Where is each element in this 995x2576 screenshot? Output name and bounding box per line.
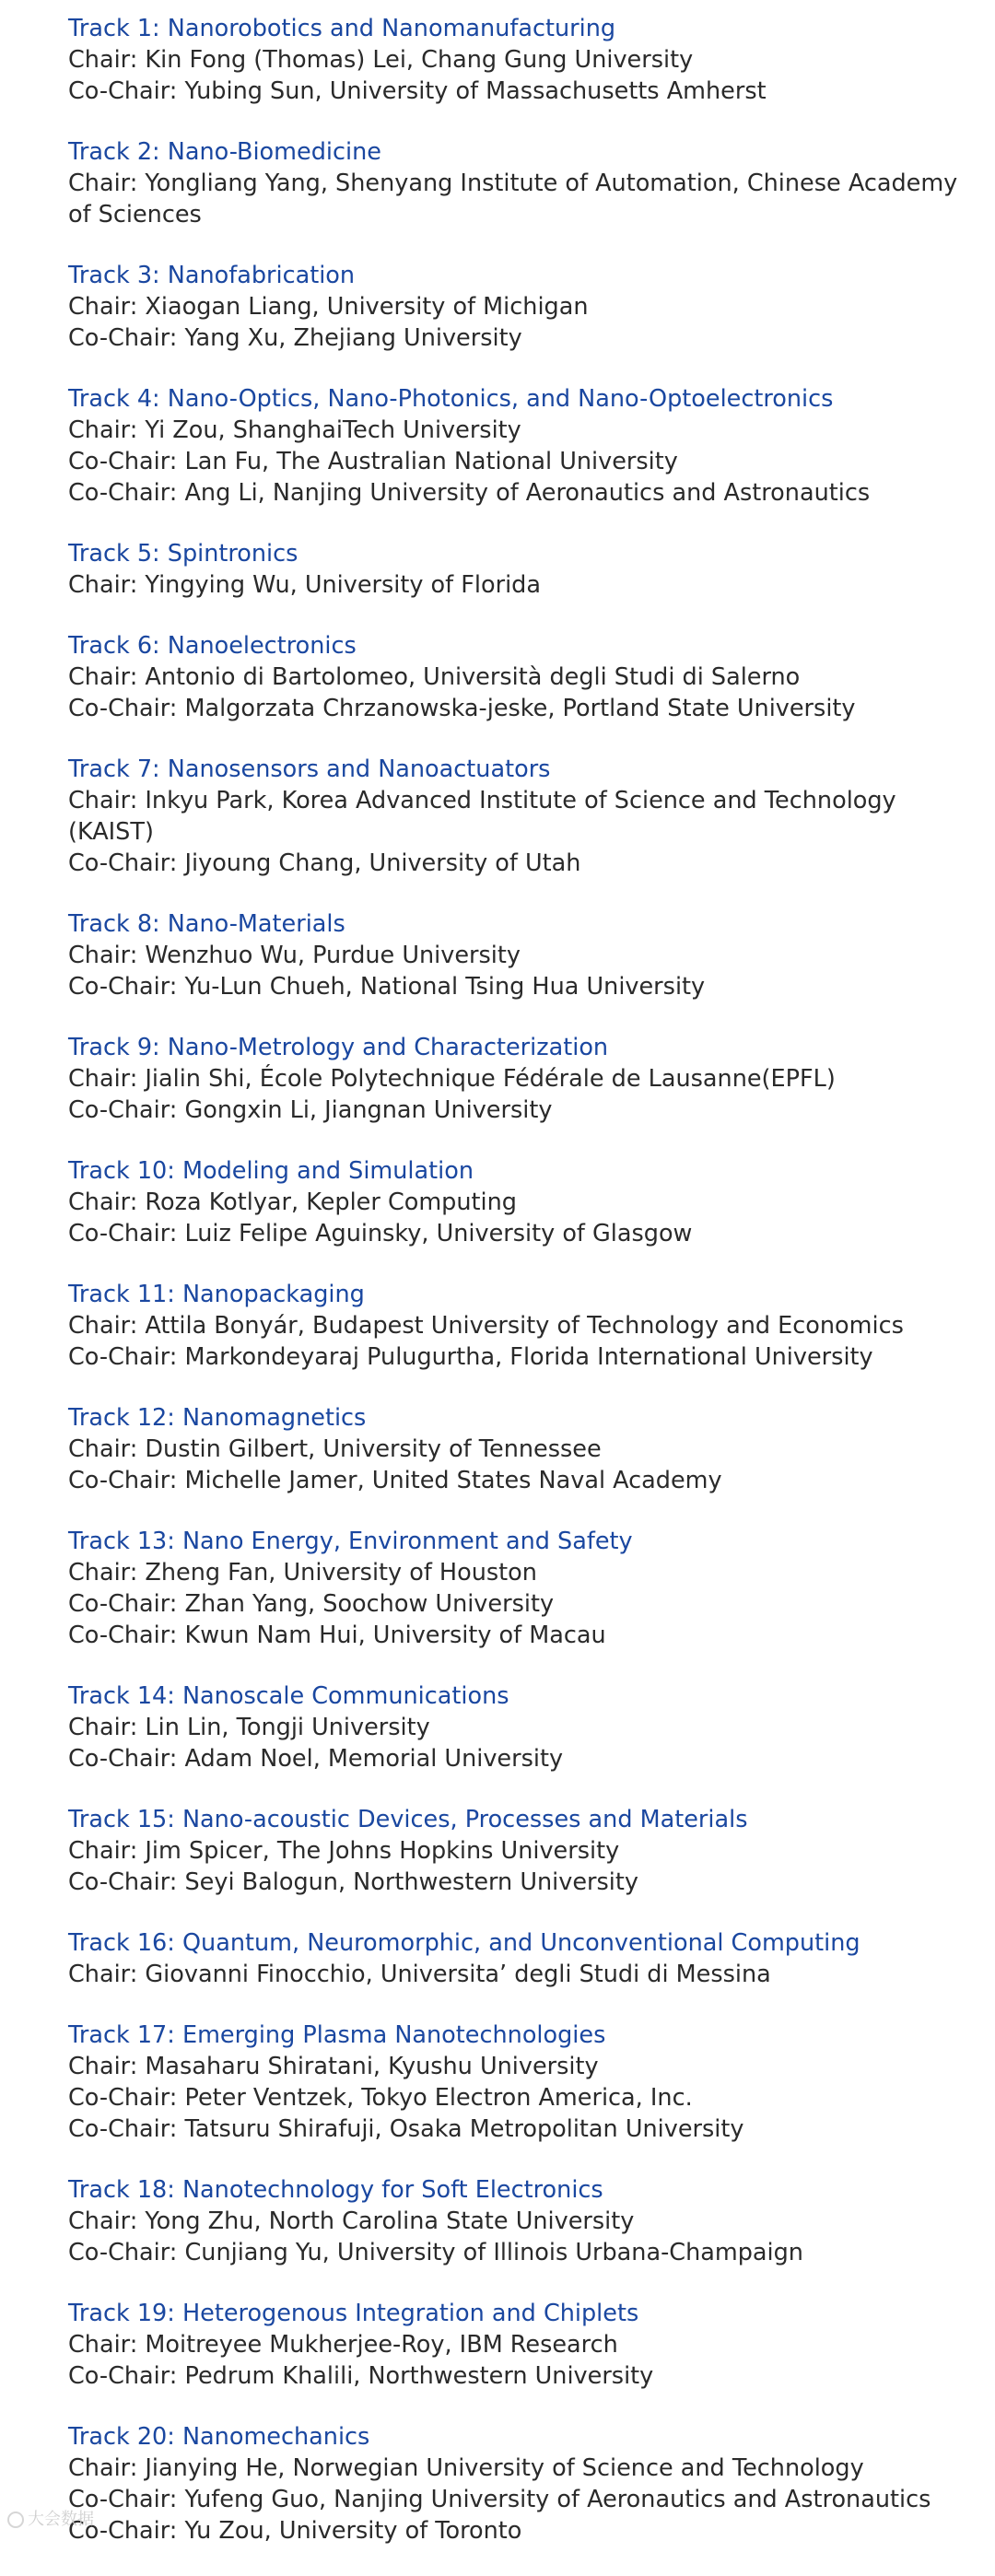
co-chair-line: Co-Chair: Yang Xu, Zhejiang University xyxy=(68,324,522,352)
track-block xyxy=(68,630,980,724)
co-chair-line: Co-Chair: Michelle Jamer, United States Naval Academy xyxy=(68,1467,722,1494)
track-block xyxy=(68,908,980,1002)
co-chair-line: Co-Chair: Ang Li, Nanjing University of Aeronautics and Astronautics xyxy=(68,479,871,507)
co-chair-line: Co-Chair: Malgorzata Chrzanowska-jeske, Portland State University xyxy=(68,695,856,722)
track-block xyxy=(68,2020,980,2145)
track-title: Track 9: Nano-Metrology and Characterization xyxy=(68,1034,609,1061)
co-chair-line: Co-Chair: Yubing Sun, University of Massachusetts Amherst xyxy=(68,77,767,105)
track-title: Track 8: Nano-Materials xyxy=(68,910,345,938)
track-title: Track 12: Nanomagnetics xyxy=(68,1404,367,1432)
track-title: Track 17: Emerging Plasma Nanotechnologies xyxy=(68,2021,606,2049)
chair-line: Chair: Jianying He, Norwegian University of Science and Technology xyxy=(68,2454,864,2482)
track-title: Track 19: Heterogenous Integration and Chiplets xyxy=(68,2300,639,2327)
chair-line: Chair: Moitreyee Mukherjee-Roy, IBM Research xyxy=(68,2331,618,2359)
chair-line: Chair: Masaharu Shiratani, Kyushu University xyxy=(68,2053,599,2080)
track-block xyxy=(68,2298,980,2392)
track-title: Track 6: Nanoelectronics xyxy=(68,632,357,660)
co-chair-line: Co-Chair: Adam Noel, Memorial University xyxy=(68,1745,564,1773)
track-title: Track 20: Nanomechanics xyxy=(68,2423,370,2451)
chair-line: Chair: Wenzhuo Wu, Purdue University xyxy=(68,942,521,969)
track-title: Track 3: Nanofabrication xyxy=(68,262,356,289)
chair-line: Chair: Antonio di Bartolomeo, Università degli Studi di Salerno xyxy=(68,663,801,691)
chair-line: Chair: Jialin Shi, École Polytechnique Fédérale de Lausanne(EPFL) xyxy=(68,1065,836,1093)
track-title: Track 7: Nanosensors and Nanoactuators xyxy=(68,755,551,783)
track-block xyxy=(68,1402,980,1496)
watermark xyxy=(7,2509,94,2531)
co-chair-line: Co-Chair: Gongxin Li, Jiangnan University xyxy=(68,1096,553,1124)
chair-line: Chair: Yong Zhu, North Carolina State University xyxy=(68,2207,635,2235)
co-chair-line: Co-Chair: Lan Fu, The Australian National University xyxy=(68,448,678,475)
track-title: Track 14: Nanoscale Communications xyxy=(68,1682,509,1710)
track-block xyxy=(68,754,980,879)
track-title: Track 13: Nano Energy, Environment and Safety xyxy=(68,1528,633,1555)
chair-line: Chair: Roza Kotlyar, Kepler Computing xyxy=(68,1188,517,1216)
track-list xyxy=(68,13,980,2576)
track-block xyxy=(68,1804,980,1898)
chair-line: Chair: Yongliang Yang, Shenyang Institute of Automation, Chinese Academy of Sciences xyxy=(68,170,958,228)
track-block xyxy=(68,1526,980,1651)
track-block xyxy=(68,2174,980,2268)
track-title: Track 16: Quantum, Neuromorphic, and Unconventional Computing xyxy=(68,1929,860,1957)
chair-line: Chair: Yingying Wu, University of Florida xyxy=(68,571,541,599)
co-chair-line: Co-Chair: Zhan Yang, Soochow University xyxy=(68,1590,555,1618)
chair-line: Chair: Inkyu Park, Korea Advanced Institute of Science and Technology (KAIST) xyxy=(68,787,896,846)
co-chair-line: Co-Chair: Luiz Felipe Aguinsky, University of Glasgow xyxy=(68,1220,693,1247)
chair-line: Chair: Jim Spicer, The Johns Hopkins University xyxy=(68,1837,620,1865)
chair-line: Chair: Dustin Gilbert, University of Tennessee xyxy=(68,1435,602,1463)
track-title: Track 10: Modeling and Simulation xyxy=(68,1157,474,1185)
co-chair-line: Co-Chair: Yu-Lun Chueh, National Tsing Hua University xyxy=(68,973,706,1001)
co-chair-line: Co-Chair: Kwun Nam Hui, University of Macau xyxy=(68,1622,606,1649)
co-chair-line: Co-Chair: Jiyoung Chang, University of Utah xyxy=(68,849,581,877)
track-title: Track 2: Nano-Biomedicine xyxy=(68,138,381,166)
track-block xyxy=(68,13,980,107)
chair-line: Chair: Xiaogan Liang, University of Michigan xyxy=(68,293,589,321)
chair-line: Chair: Yi Zou, ShanghaiTech University xyxy=(68,416,521,444)
track-block xyxy=(68,1680,980,1774)
track-block xyxy=(68,538,980,601)
co-chair-line: Co-Chair: Yufeng Guo, Nanjing University of Aeronautics and Astronautics xyxy=(68,2486,931,2513)
track-block xyxy=(68,2421,980,2547)
track-title: Track 15: Nano-acoustic Devices, Processes and Materials xyxy=(68,1806,748,1833)
track-title: Track 18: Nanotechnology for Soft Electronics xyxy=(68,2176,603,2204)
chair-line: Chair: Attila Bonyár, Budapest University of Technology and Economics xyxy=(68,1312,904,1340)
chair-line: Chair: Zheng Fan, University of Houston xyxy=(68,1559,537,1587)
track-block xyxy=(68,1279,980,1373)
track-title: Track 11: Nanopackaging xyxy=(68,1281,365,1308)
co-chair-line: Co-Chair: Peter Ventzek, Tokyo Electron America, Inc. xyxy=(68,2084,693,2112)
co-chair-line: Co-Chair: Cunjiang Yu, University of Illinois Urbana-Champaign xyxy=(68,2239,803,2266)
track-block xyxy=(68,260,980,354)
track-title: Track 1: Nanorobotics and Nanomanufacturing xyxy=(68,15,616,42)
watermark-text: 大会数据 xyxy=(28,2510,94,2529)
co-chair-line: Co-Chair: Markondeyaraj Pulugurtha, Florida International University xyxy=(68,1343,873,1371)
chair-line: Chair: Lin Lin, Tongji University xyxy=(68,1714,430,1741)
track-title: Track 4: Nano-Optics, Nano-Photonics, and Nano-Optoelectronics xyxy=(68,385,834,413)
track-block xyxy=(68,1927,980,1990)
co-chair-line: Co-Chair: Yu Zou, University of Toronto xyxy=(68,2517,522,2545)
chair-line: Chair: Giovanni Finocchio, Universita’ degli Studi di Messina xyxy=(68,1961,771,1988)
co-chair-line: Co-Chair: Tatsuru Shirafuji, Osaka Metropolitan University xyxy=(68,2115,744,2143)
chair-line: Chair: Kin Fong (Thomas) Lei, Chang Gung University xyxy=(68,46,694,74)
co-chair-line: Co-Chair: Seyi Balogun, Northwestern University xyxy=(68,1868,638,1896)
co-chair-line: Co-Chair: Pedrum Khalili, Northwestern University xyxy=(68,2362,654,2390)
track-block xyxy=(68,1155,980,1249)
track-title: Track 5: Spintronics xyxy=(68,540,298,568)
logo-icon xyxy=(7,2512,24,2528)
track-block xyxy=(68,136,980,230)
track-block xyxy=(68,383,980,509)
track-block xyxy=(68,1032,980,1126)
